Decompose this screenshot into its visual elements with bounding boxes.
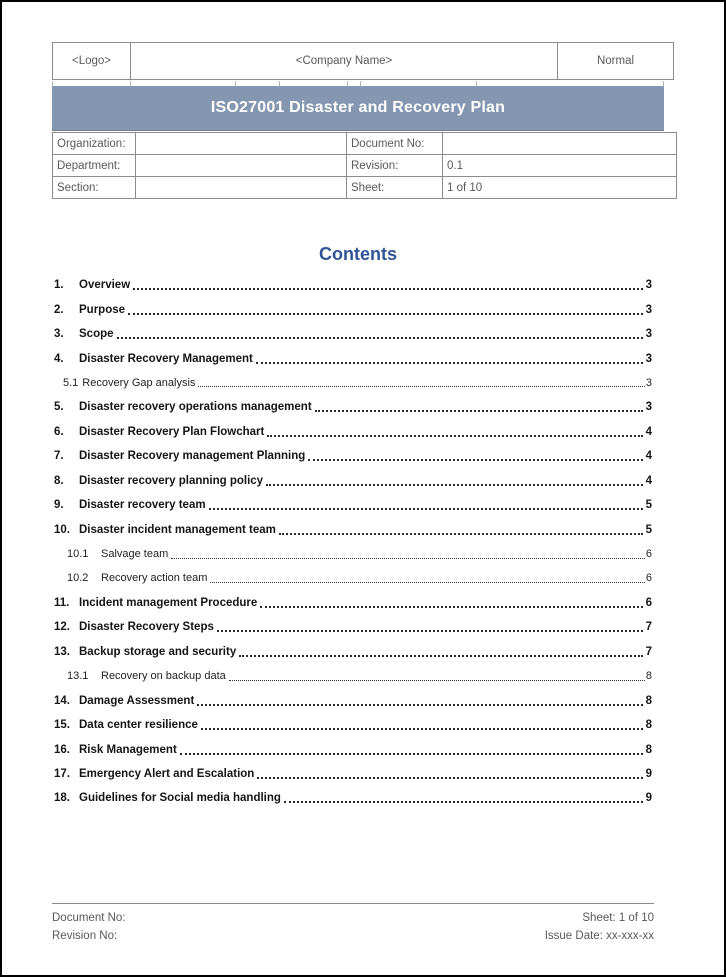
toc-dot-leader: [180, 753, 643, 755]
toc-entry[interactable]: [54, 688, 652, 712]
toc-entry-page: 3: [645, 328, 652, 341]
toc-entry-number: 7.: [54, 450, 64, 463]
footer-doc-no-label: Document No:: [52, 912, 126, 924]
toc-entry-page: 8: [645, 670, 652, 683]
toc-entry-page: 8: [645, 743, 652, 756]
toc-entry-label: Disaster Recovery management Planning: [79, 450, 306, 463]
toc-entry[interactable]: [54, 591, 652, 615]
meta-value-cell[interactable]: 1 of 10: [443, 177, 677, 199]
toc-dot-leader: [217, 630, 643, 632]
footer-sheet: Sheet: 1 of 10: [582, 912, 654, 924]
toc-entry[interactable]: [54, 566, 652, 590]
toc-entry-label: Emergency Alert and Escalation: [79, 767, 255, 780]
toc-dot-leader: [209, 508, 643, 510]
toc-entry[interactable]: [54, 371, 652, 395]
toc-entry-number: 10.2: [67, 572, 89, 585]
meta-label-cell: Section:: [53, 177, 136, 199]
contents-heading: Contents: [319, 244, 397, 264]
footer-right: [545, 909, 654, 945]
toc-entry-number: 18.: [54, 792, 70, 805]
meta-value-cell[interactable]: [443, 133, 677, 155]
toc-entry[interactable]: [54, 737, 652, 761]
meta-label-cell: Revision:: [347, 155, 443, 177]
toc-entry-page: 6: [645, 572, 652, 585]
meta-table: [52, 132, 677, 199]
toc-entry-page: 3: [645, 352, 652, 365]
toc-entry[interactable]: [54, 713, 652, 737]
company-name-cell[interactable]: <Company Name>: [131, 43, 558, 80]
toc-dot-leader: [171, 558, 645, 559]
toc-entry-number: 9.: [54, 499, 64, 512]
toc-dot-leader: [266, 484, 643, 486]
toc-entry[interactable]: [54, 517, 652, 541]
toc-entry-number: 5.1: [63, 376, 79, 389]
toc-entry-page: 8: [645, 719, 652, 732]
toc-entry[interactable]: [54, 469, 652, 493]
toc-entry-label: Recovery action team: [101, 572, 208, 585]
toc-entry-label: Disaster recovery team: [79, 499, 206, 512]
toc-entry[interactable]: [54, 297, 652, 321]
toc-entry-label: Damage Assessment: [79, 694, 195, 707]
header-table: [52, 42, 674, 80]
toc-entry-page: 9: [645, 792, 652, 805]
toc-entry-number: 13.1: [67, 670, 89, 683]
toc-entry-number: 2.: [54, 303, 64, 316]
logo-placeholder-cell[interactable]: <Logo>: [53, 43, 131, 80]
toc-entry[interactable]: [54, 322, 652, 346]
toc-entry-page: 4: [645, 425, 652, 438]
toc-entry[interactable]: [54, 615, 652, 639]
meta-table-row: [53, 133, 677, 155]
meta-label-cell: Sheet:: [347, 177, 443, 199]
toc-entry-page: 3: [645, 401, 652, 414]
toc-entry-label: Disaster incident management team: [79, 523, 276, 536]
meta-label-cell: Department:: [53, 155, 136, 177]
toc-entry-page: 7: [645, 645, 652, 658]
toc-entry-number: 16.: [54, 743, 70, 756]
toc-entry-number: 12.: [54, 621, 70, 634]
toc-entry-label: Recovery on backup data: [101, 670, 226, 683]
toc-entry[interactable]: [54, 762, 652, 786]
toc-dot-leader: [267, 435, 642, 437]
toc-dot-leader: [239, 655, 642, 657]
toc-entry-label: Incident management Procedure: [79, 596, 258, 609]
header-table-row: [53, 43, 674, 80]
toc-entry-label: Backup storage and security: [79, 645, 237, 658]
toc-entry-number: 14.: [54, 694, 70, 707]
footer-left: [52, 909, 126, 945]
toc-dot-leader: [257, 777, 642, 779]
toc-entry-number: 11.: [54, 596, 70, 609]
toc-dot-leader: [198, 386, 644, 387]
toc-entry-number: 4.: [54, 352, 64, 365]
table-of-contents: [54, 273, 652, 811]
toc-entry-page: 3: [645, 376, 652, 389]
toc-entry-page: 8: [645, 694, 652, 707]
toc-entry[interactable]: [54, 664, 652, 688]
toc-entry-label: Data center resilience: [79, 719, 198, 732]
toc-entry-label: Purpose: [79, 303, 126, 316]
toc-entry-label: Disaster recovery operations management: [79, 401, 312, 414]
meta-label-cell: Document No:: [347, 133, 443, 155]
toc-entry-number: 17.: [54, 767, 70, 780]
toc-entry[interactable]: [54, 420, 652, 444]
meta-value-cell[interactable]: 0.1: [443, 155, 677, 177]
meta-table-row: [53, 177, 677, 199]
toc-entry-page: 9: [645, 767, 652, 780]
toc-dot-leader: [308, 459, 642, 461]
toc-entry-number: 15.: [54, 719, 70, 732]
document-title-bar: ISO27001 Disaster and Recovery Plan: [52, 86, 664, 131]
toc-entry-page: 5: [645, 499, 652, 512]
page-footer: [52, 903, 654, 945]
toc-entry[interactable]: [54, 346, 652, 370]
meta-value-cell[interactable]: [136, 133, 347, 155]
toc-dot-leader: [256, 362, 643, 364]
toc-dot-leader: [279, 533, 643, 535]
toc-entry-label: Risk Management: [79, 743, 177, 756]
toc-entry-label: Disaster Recovery Plan Flowchart: [79, 425, 265, 438]
toc-dot-leader: [197, 704, 642, 706]
toc-dot-leader: [210, 582, 644, 583]
toc-entry-number: 8.: [54, 474, 64, 487]
toc-entry[interactable]: [54, 395, 652, 419]
toc-entry[interactable]: [54, 640, 652, 664]
toc-dot-leader: [128, 313, 643, 315]
toc-entry[interactable]: [54, 542, 652, 566]
toc-entry-number: 3.: [54, 328, 64, 341]
toc-entry-number: 13.: [54, 645, 70, 658]
footer-issue-date: Issue Date: xx-xxx-xx: [544, 930, 654, 942]
toc-entry-page: 6: [645, 596, 652, 609]
toc-entry[interactable]: [54, 493, 652, 517]
classification-cell[interactable]: Normal: [558, 43, 674, 80]
toc-dot-leader: [117, 337, 643, 339]
toc-entry-label: Disaster Recovery Management: [79, 352, 253, 365]
toc-entry-label: Recovery Gap analysis: [82, 376, 196, 389]
toc-entry-label: Disaster Recovery Steps: [79, 621, 214, 634]
toc-entry[interactable]: [54, 273, 652, 297]
toc-entry-label: Guidelines for Social media handling: [79, 792, 281, 805]
toc-entry-label: Salvage team: [101, 548, 169, 561]
toc-entry-page: 7: [645, 621, 652, 634]
toc-entry-page: 4: [645, 450, 652, 463]
footer-rev-no-label: Revision No:: [52, 930, 118, 942]
footer-divider: [52, 903, 654, 904]
toc-entry-label: Overview: [79, 279, 131, 292]
toc-entry-page: 3: [645, 303, 652, 316]
toc-entry-label: Scope: [79, 328, 114, 341]
meta-table-row: [53, 155, 677, 177]
meta-value-cell[interactable]: [136, 177, 347, 199]
meta-value-cell[interactable]: [136, 155, 347, 177]
toc-dot-leader: [260, 606, 642, 608]
toc-entry[interactable]: [54, 444, 652, 468]
meta-label-cell: Organization:: [53, 133, 136, 155]
toc-entry-page: 4: [645, 474, 652, 487]
toc-dot-leader: [133, 288, 642, 290]
toc-entry-page: 6: [645, 548, 652, 561]
toc-entry-page: 5: [645, 523, 652, 536]
toc-entry-page: 3: [645, 279, 652, 292]
table-gridline-row: [52, 78, 664, 86]
toc-dot-leader: [315, 410, 643, 412]
toc-entry-number: 1.: [54, 279, 64, 292]
toc-entry-number: 5.: [54, 401, 64, 414]
toc-dot-leader: [229, 680, 645, 681]
toc-entry-number: 10.1: [67, 548, 89, 561]
toc-entry-number: 10.: [54, 523, 70, 536]
toc-entry-label: Disaster recovery planning policy: [79, 474, 264, 487]
toc-dot-leader: [284, 801, 643, 803]
toc-entry[interactable]: [54, 786, 652, 810]
toc-entry-number: 6.: [54, 425, 64, 438]
toc-dot-leader: [201, 728, 643, 730]
